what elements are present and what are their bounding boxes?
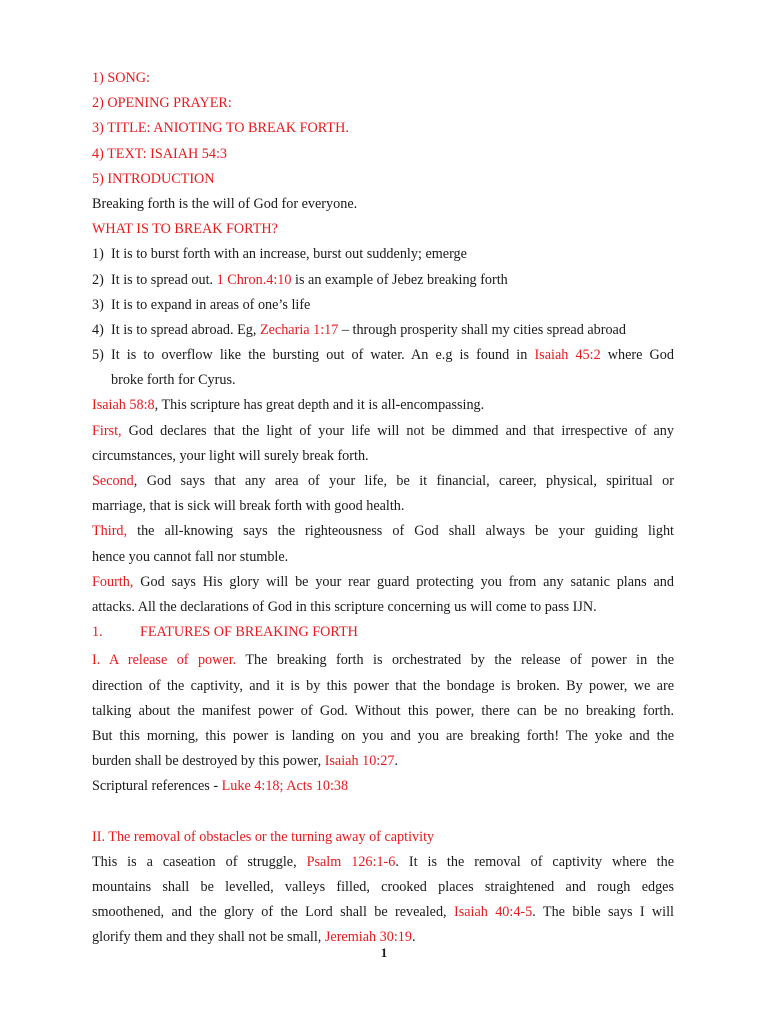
heading-introduction: 5) INTRODUCTION: [92, 170, 215, 187]
release-line-2: direction of the captivity, and it is by this power that the bondage is broken. By power, we are: [92, 677, 674, 694]
list-text: It is to overflow like the bursting out of water. An e.g is found in Isaiah 45:2 where God: [111, 347, 674, 364]
page-content: [92, 66, 674, 951]
point-fourth: Fourth, God says His glory will be your rear guard protecting you from any satanic plans and: [92, 573, 674, 590]
release-paragraph: I. A release of power. The breaking forth is orchestrated by the release of power in the: [92, 652, 674, 669]
list-item: [92, 318, 674, 343]
heading-title: 3) TITLE: ANIOTING TO BREAK FORTH.: [92, 120, 349, 137]
list-number: 5): [92, 347, 104, 364]
list-item: [92, 343, 674, 368]
point-first: First, God declares that the light of your life will not be dimmed and that irrespective of any: [92, 422, 674, 439]
intro-paragraph: Breaking forth is the will of God for everyone.: [92, 195, 358, 212]
list-item: [92, 293, 674, 318]
point-third: Third, the all-knowing says the righteousness of God shall always be your guiding light: [92, 523, 674, 540]
removal-line-2: mountains shall be levelled, valleys filled, crooked places straightened and rough edges: [92, 879, 674, 895]
scripture-ref: 1 Chron.4:10: [216, 271, 292, 288]
what-heading: WHAT IS TO BREAK FORTH?: [92, 221, 278, 238]
list-text: It is to burst forth with an increase, burst out suddenly; emerge: [111, 246, 467, 263]
point-first-continued: circumstances, your light will surely break forth.: [92, 447, 369, 464]
list-number: 3): [92, 296, 104, 313]
features-heading: 1. FEATURES OF BREAKING FORTH: [92, 624, 358, 641]
point-second-continued: marriage, that is sick will break forth with good health.: [92, 498, 405, 515]
heading-text: 4) TEXT: ISAIAH 54:3: [92, 145, 227, 162]
isaiah-58-line: Isaiah 58:8, This scripture has great depth and it is all-encompassing.: [92, 397, 485, 414]
point-label: Fourth,: [92, 573, 134, 590]
point-label: First,: [92, 422, 122, 439]
scripture-ref: Isaiah 45:2: [534, 347, 601, 364]
list-number: 2): [92, 271, 104, 288]
scriptural-references: Scriptural references - Luke 4:18; Acts 10:38: [92, 778, 349, 795]
scripture-ref: Jeremiah 30:19: [324, 929, 412, 946]
scripture-ref: Isaiah 40:4-5: [453, 904, 533, 921]
scripture-ref: Isaiah 58:8: [92, 397, 155, 414]
list-text-continued: broke forth for Cyrus.: [111, 372, 236, 389]
scripture-ref: Psalm 126:1-6: [306, 853, 396, 870]
list-text: It is to spread out. 1 Chron.4:10 is an example of Jebez breaking forth: [111, 271, 508, 288]
list-text: It is to expand in areas of one’s life: [111, 296, 311, 313]
release-line-4: But this morning, this power is landing on you and you are breaking forth! The yoke and the: [92, 727, 674, 744]
list-item: [92, 242, 674, 267]
scripture-ref: Zecharia 1:17: [259, 321, 339, 338]
point-fourth-continued: attacks. All the declarations of God in this scripture concerning us will come to pass IJN.: [92, 598, 597, 615]
list-item: [92, 268, 674, 293]
heading-opening-prayer: 2) OPENING PRAYER:: [92, 95, 232, 112]
section-label: I. A release of power.: [92, 652, 237, 669]
release-line-5: burden shall be destroyed by this power, Isaiah 10:27.: [92, 753, 398, 770]
release-line-3: talking about the manifest power of God. Without this power, there can be no breaking forth.: [92, 702, 674, 719]
page-number: 1: [380, 945, 388, 960]
heading-song: 1) SONG:: [92, 70, 150, 86]
list-number: 1): [92, 246, 104, 263]
point-label: Third,: [92, 523, 128, 540]
point-third-continued: hence you cannot fall nor stumble.: [92, 548, 289, 565]
point-second: Second, God says that any area of your life, be it financial, career, physical, spiritual or: [92, 473, 674, 489]
list-number: 4): [92, 321, 104, 338]
scripture-ref: Isaiah 10:27: [324, 753, 395, 770]
removal-heading: II. The removal of obstacles or the turning away of captivity: [92, 828, 435, 845]
list-text: It is to spread abroad. Eg, Zecharia 1:17 – through prosperity shall my cities spread abroad: [111, 321, 626, 338]
removal-line-4: glorify them and they shall not be small, Jeremiah 30:19.: [92, 929, 416, 946]
removal-line-1: This is a caseation of struggle, Psalm 126:1-6. It is the removal of captivity where the: [92, 853, 674, 870]
point-label: Second: [92, 473, 134, 489]
removal-line-3: smoothened, and the glory of the Lord shall be revealed, Isaiah 40:4-5. The bible says I will: [92, 904, 674, 921]
scripture-ref: Luke 4:18; Acts 10:38: [221, 778, 349, 795]
